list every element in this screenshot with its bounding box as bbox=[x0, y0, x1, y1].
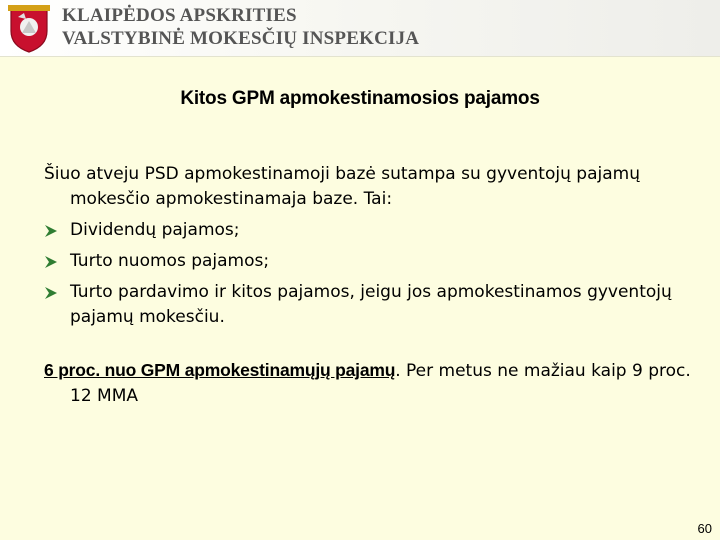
rate-emphasis: 6 proc. nuo GPM apmokestinamųjų pajamų bbox=[44, 360, 396, 380]
list-item bbox=[44, 249, 694, 274]
slide-title: Kitos GPM apmokestinamosios pajamos bbox=[180, 88, 540, 109]
slide-body bbox=[44, 162, 694, 409]
org-line-2: VALSTYBINĖ MOKESČIŲ INSPEKCIJA bbox=[62, 28, 420, 49]
bullet-text: Turto pardavimo ir kitos pajamos, jeigu jos apmokestinamos gyventojų pajamų mokesčiu. bbox=[70, 282, 672, 327]
rate-rest: . Per metus ne mažiau kaip 9 proc. 12 MMA bbox=[70, 361, 691, 406]
rate-paragraph bbox=[44, 358, 694, 409]
arrow-bullet-icon bbox=[44, 224, 58, 238]
page-number: 60 bbox=[697, 521, 712, 536]
intro-text: Šiuo atveju PSD apmokestinamoji bazė sutampa su gyventojų pajamų mokesčio apmokestinamaja baze. Tai: bbox=[44, 164, 640, 209]
arrow-bullet-icon bbox=[44, 286, 58, 300]
list-item bbox=[44, 218, 694, 243]
coat-of-arms-icon bbox=[6, 3, 52, 53]
list-item bbox=[44, 280, 694, 330]
header-banner bbox=[0, 0, 720, 57]
bullet-text: Dividendų pajamos; bbox=[70, 220, 240, 240]
arrow-bullet-icon bbox=[44, 255, 58, 269]
org-line-1: KLAIPĖDOS APSKRITIES bbox=[62, 5, 297, 26]
organization-name bbox=[62, 4, 419, 50]
bullet-text: Turto nuomos pajamos; bbox=[70, 251, 270, 271]
